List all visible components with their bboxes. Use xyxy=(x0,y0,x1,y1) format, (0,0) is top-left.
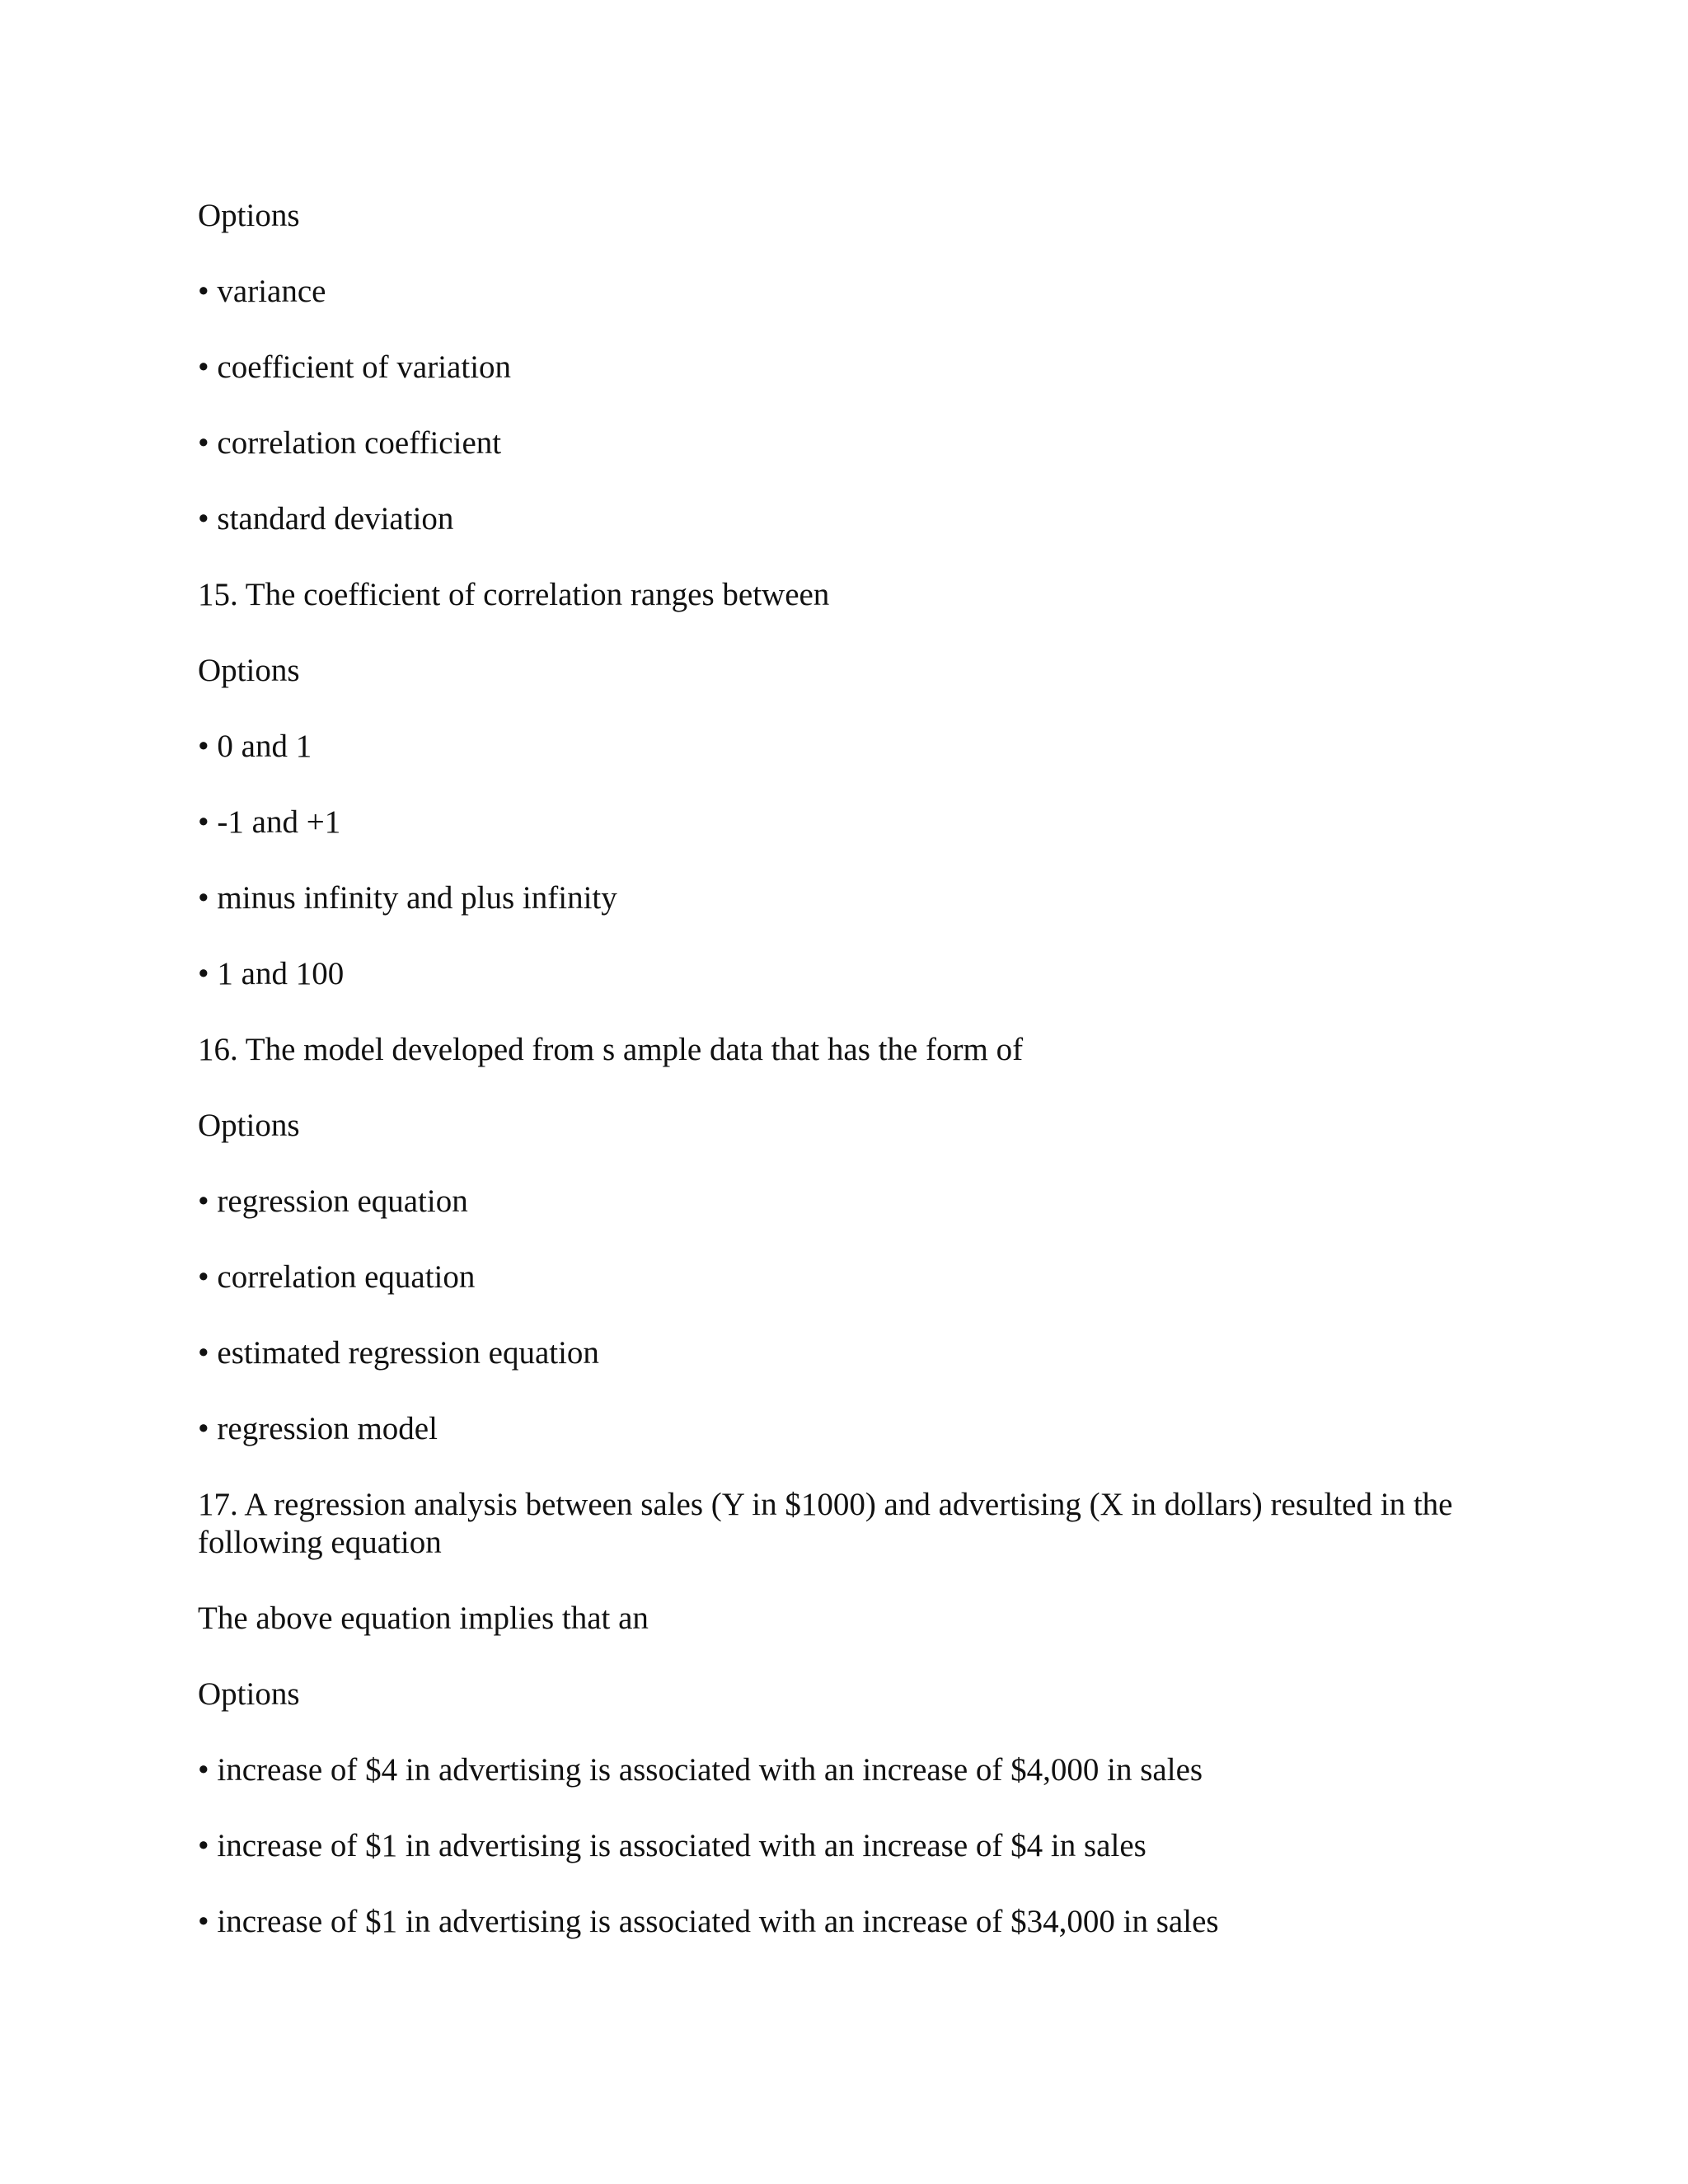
question-16: 16. The model developed from s ample data that has the form of xyxy=(198,1032,1024,1067)
option-item: • correlation coefficient xyxy=(198,424,501,462)
option-item: • regression model xyxy=(198,1410,438,1448)
question-17-followup: The above equation implies that an xyxy=(198,1601,649,1636)
question-17: 17. A regression analysis between sales (Y in $1000) and advertising (X in dollars) resulted in the following equation xyxy=(198,1487,1453,1560)
option-item: • -1 and +1 xyxy=(198,804,340,841)
option-item: • minus infinity and plus infinity xyxy=(198,879,617,917)
option-item: • coefficient of variation xyxy=(198,349,511,387)
option-item: • increase of $4 in advertising is associated with an increase of $4,000 in sales xyxy=(198,1751,1203,1789)
option-item: • increase of $1 in advertising is associated with an increase of $4 in sales xyxy=(198,1827,1146,1865)
option-item: • standard deviation xyxy=(198,500,453,538)
options-heading: Options xyxy=(198,1108,300,1143)
option-item: • 0 and 1 xyxy=(198,728,312,766)
option-item: • estimated regression equation xyxy=(198,1334,599,1372)
options-heading: Options xyxy=(198,653,300,688)
option-item: • increase of $1 in advertising is associated with an increase of $34,000 in sales xyxy=(198,1903,1219,1941)
option-item: • regression equation xyxy=(198,1183,468,1221)
option-item: • 1 and 100 xyxy=(198,955,344,993)
option-item: • variance xyxy=(198,273,326,311)
options-heading: Options xyxy=(198,198,300,233)
question-15: 15. The coefficient of correlation ranges between xyxy=(198,577,830,612)
options-heading: Options xyxy=(198,1676,300,1712)
option-item: • correlation equation xyxy=(198,1258,475,1296)
